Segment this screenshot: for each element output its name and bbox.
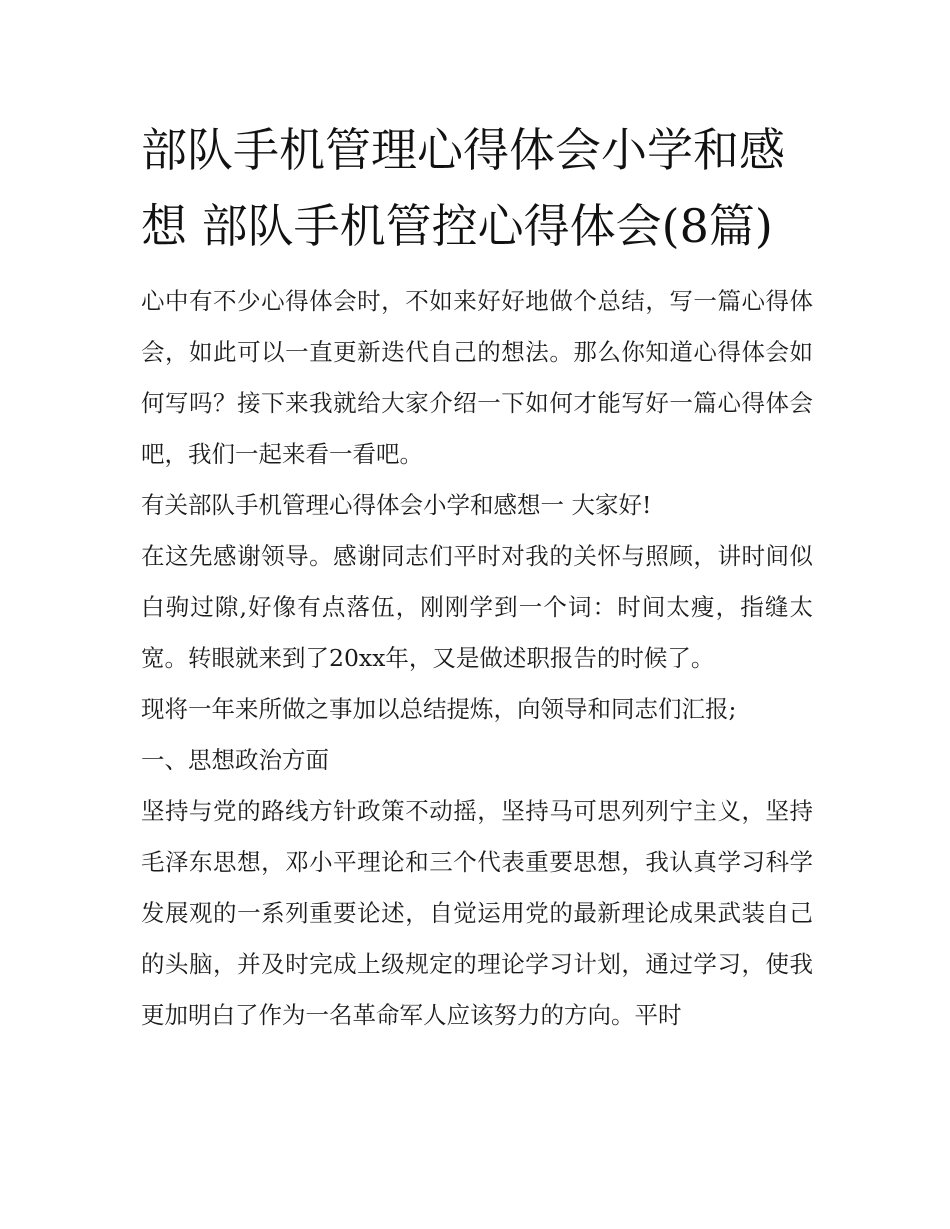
paragraph-greeting: 有关部队手机管理心得体会小学和感想一 大家好!	[141, 491, 652, 519]
section-heading-political: 一、思想政治方面	[141, 746, 329, 774]
paragraph-summary: 现将一年来所做之事加以总结提炼，向领导和同志们汇报;	[141, 695, 737, 723]
paragraph-political: 坚持与党的路线方针政策不动摇，坚持马可思列列宁主义，坚持毛泽东思想，邓小平理论和三个代表重要思想，我认真学习科学发展观的一系列重要论述，自觉运用党的最新理论成果武装自己的头脑，并及时完成上级规定的理论学习计划，通过学习，使我更加明白了作为一名革命军人应该努力的方向。平时	[141, 797, 813, 1029]
document-page	[141, 112, 813, 1041]
paragraph-intro: 心中有不少心得体会时，不如来好好地做个总结，写一篇心得体会，如此可以一直更新迭代自己的想法。那么你知道心得体会如何写吗？接下来我就给大家介绍一下如何才能写好一篇心得体会吧，我们一起来看一看吧。	[141, 287, 813, 468]
document-body	[141, 276, 813, 1041]
paragraph-thanks: 在这先感谢领导。感谢同志们平时对我的关怀与照顾，讲时间似白驹过隙,好像有点落伍，刚刚学到一个词：时间太瘦，指缝太宽。转眼就来到了20xx年，又是做述职报告的时候了。	[141, 542, 813, 672]
document-title: 部队手机管理心得体会小学和感想 部队手机管控心得体会(8篇)	[141, 123, 785, 253]
